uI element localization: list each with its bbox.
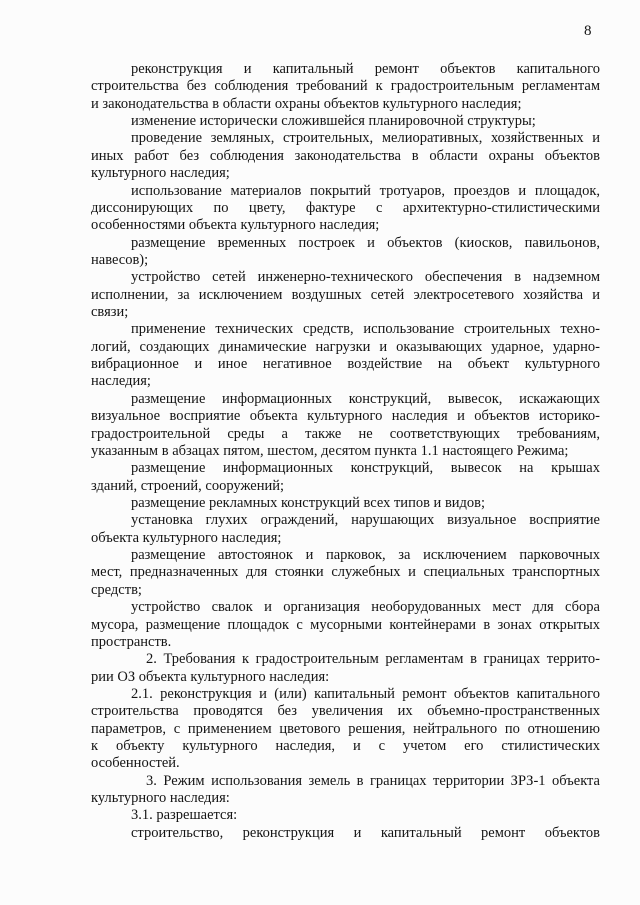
text-line: 3.1. разрешается: bbox=[131, 807, 238, 824]
text-line: устройство сетей инженерно-технического обеспечения в надземном bbox=[131, 269, 600, 286]
text-line: проведение земляных, строительных, мелиоративных, хозяйственных и bbox=[131, 130, 600, 147]
section-heading-2 bbox=[91, 651, 600, 686]
text-line: связи; bbox=[91, 304, 129, 321]
text-line: логий, создающих динамические нагрузки и оказывающих ударное, ударно- bbox=[91, 338, 600, 355]
paragraph bbox=[91, 130, 600, 182]
text-line: указанным в абзацах пятом, шестом, десятом пункта 1.1 настоящего Режима; bbox=[91, 442, 569, 459]
text-line: визуальное восприятие объекта культурного наследия и объектов историко- bbox=[91, 408, 600, 425]
clause-2-1 bbox=[91, 686, 600, 773]
paragraph bbox=[91, 825, 600, 842]
text-line: размещение информационных конструкций, вывесок на крышах bbox=[131, 460, 600, 477]
text-line: 2.1. реконструкция и (или) капитальный ремонт объектов капитального bbox=[131, 685, 600, 702]
paragraph bbox=[91, 547, 600, 599]
text-line: культурного наследия; bbox=[91, 165, 230, 182]
text-line: особенностей. bbox=[91, 755, 180, 772]
text-line: размещение временных построек и объектов (киосков, павильонов, bbox=[131, 234, 600, 251]
text-line: строительство, реконструкция и капитальный ремонт объектов bbox=[131, 824, 600, 841]
page-number: 8 bbox=[584, 23, 592, 39]
paragraph bbox=[91, 391, 600, 460]
text-line: иных работ без соблюдения законодательства в области охраны объектов bbox=[91, 147, 600, 164]
text-line: и законодательства в области охраны объектов культурного наследия; bbox=[91, 95, 522, 112]
clause-3-1 bbox=[91, 807, 600, 824]
text-line: установка глухих ограждений, нарушающих визуальное восприятие bbox=[131, 512, 600, 529]
text-line: исполнении, за исключением воздушных сетей электросетевого хозяйства и bbox=[91, 286, 600, 303]
text-line: использование материалов покрытий тротуаров, проездов и площадок, bbox=[131, 182, 600, 199]
text-line: строительства проводятся без увеличения их объемно-пространственных bbox=[91, 703, 600, 720]
text-line: пространств. bbox=[91, 633, 172, 650]
text-line: диссонирующих по цвету, фактуре с архитектурно-стилистическими bbox=[91, 199, 600, 216]
text-line: навесов); bbox=[91, 251, 149, 268]
text-line: объекта культурного наследия; bbox=[91, 529, 282, 546]
document-body bbox=[91, 61, 600, 842]
text-line: наследия; bbox=[91, 373, 151, 390]
text-line: средств; bbox=[91, 581, 142, 598]
paragraph bbox=[91, 61, 600, 113]
text-line: изменение исторически сложившейся планировочной структуры; bbox=[131, 113, 536, 130]
paragraph bbox=[91, 321, 600, 390]
text-line: мусора, размещение площадок с мусорными контейнерами в зонах открытых bbox=[91, 616, 600, 633]
paragraph bbox=[91, 599, 600, 651]
section-heading-3 bbox=[91, 773, 600, 808]
paragraph bbox=[91, 235, 600, 270]
text-line: устройство свалок и организация необорудованных мест для сбора bbox=[131, 599, 600, 616]
text-line: культурного наследия: bbox=[91, 790, 230, 807]
paragraph bbox=[91, 495, 600, 512]
paragraph bbox=[91, 460, 600, 495]
text-line: к объекту культурного наследия, и с учетом его стилистических bbox=[91, 738, 600, 755]
text-line: 2. Требования к градостроительным регламентам в границах террито- bbox=[146, 651, 600, 668]
text-line: реконструкция и капитальный ремонт объектов капитального bbox=[131, 61, 600, 77]
text-line: размещение рекламных конструкций всех типов и видов; bbox=[131, 494, 486, 511]
paragraph bbox=[91, 113, 600, 130]
text-line: градостроительной среды а также не соответствующих требованиям, bbox=[91, 425, 600, 442]
paragraph bbox=[91, 269, 600, 321]
text-line: строительства без соблюдения требований к градостроительным регламентам bbox=[91, 78, 600, 95]
text-line: размещение автостоянок и парковок, за исключением парковочных bbox=[131, 547, 600, 564]
text-line: особенностями объекта культурного наследия; bbox=[91, 217, 380, 234]
text-line: размещение информационных конструкций, вывесок, искажающих bbox=[131, 390, 600, 407]
text-line: параметров, с применением цветового решения, нейтрального по отношению bbox=[91, 720, 600, 737]
text-line: вибрационное и иное негативное воздействие на объект культурного bbox=[91, 356, 600, 373]
paragraph bbox=[91, 183, 600, 235]
text-line: применение технических средств, использование строительных техно- bbox=[131, 321, 600, 338]
paragraph bbox=[91, 512, 600, 547]
text-line: рии ОЗ объекта культурного наследия: bbox=[91, 668, 330, 685]
text-line: 3. Режим использования земель в границах территории ЗРЗ-1 объекта bbox=[146, 772, 600, 789]
text-line: мест, предназначенных для стоянки служебных и специальных транспортных bbox=[91, 564, 600, 581]
text-line: зданий, строений, сооружений; bbox=[91, 477, 285, 494]
